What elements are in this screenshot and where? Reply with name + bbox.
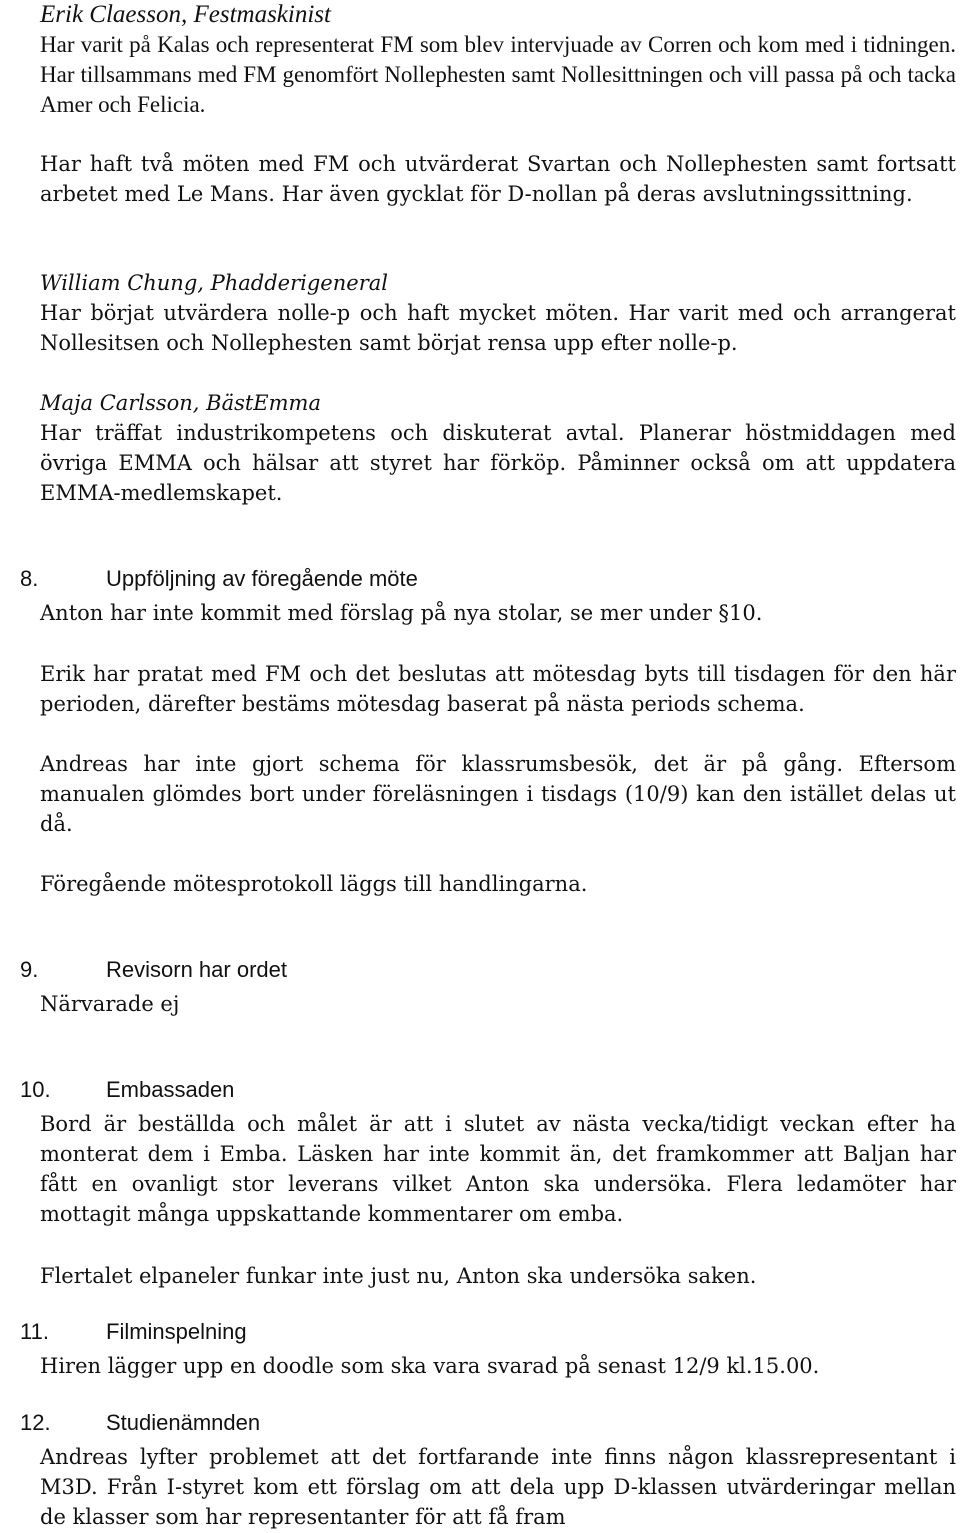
- paragraph-erik-1: Har varit på Kalas och representerat FM som blev intervjuade av Corren och kom med i tidningen. Har tillsammans med FM genomfört Nollephesten samt Nollesittningen och vill passa på och tacka Amer och Felicia.: [40, 32, 956, 117]
- member-name-william: William Chung, Phadderigeneral: [40, 271, 388, 295]
- section-heading-9: [20, 955, 287, 985]
- section-heading-10: [20, 1075, 234, 1105]
- section-heading-12: [20, 1408, 260, 1438]
- paragraph-william: Har börjat utvärdera nolle-p och haft mycket möten. Har varit med och arrangerat Nollesitsen och Nollephesten samt börjat rensa upp efter nolle-p.: [40, 301, 956, 355]
- paragraph-maja: Har träffat industrikompetens och diskuterat avtal. Planerar höstmiddagen med övriga EMMA och hälsar att styret har förköp. Påminner också om att uppdatera EMMA-medlemskapet.: [40, 421, 956, 505]
- paragraph-erik-2: Har haft två möten med FM och utvärderat Svartan och Nollephesten samt fortsatt arbetet med Le Mans. Har även gycklat för D-nollan på deras avslutningssittning.: [40, 152, 956, 206]
- paragraph-11-1: Hiren lägger upp en doodle som ska vara svarad på senast 12/9 kl.15.00.: [40, 1354, 820, 1378]
- member-name-maja: Maja Carlsson, BästEmma: [40, 391, 321, 415]
- member-name-erik: Erik Claesson, Festmaskinist: [40, 1, 331, 28]
- section-title-12: Studienämnden: [106, 1410, 261, 1435]
- section-number-10: 10.: [20, 1077, 51, 1102]
- section-number-12: 12.: [20, 1410, 51, 1435]
- paragraph-10-2: Flertalet elpaneler funkar inte just nu, Anton ska undersöka saken.: [40, 1264, 757, 1288]
- section-number-11: 11.: [20, 1319, 49, 1344]
- section-number-8: 8.: [20, 566, 39, 591]
- paragraph-8-2: Erik har pratat med FM och det beslutas att mötesdag byts till tisdagen för den här perioden, därefter bestäms mötesdag baserat på nästa periods schema.: [40, 662, 956, 716]
- paragraph-8-1: Anton har inte kommit med förslag på nya stolar, se mer under §10.: [40, 601, 763, 625]
- paragraph-8-3: Andreas har inte gjort schema för klassrumsbesök, det är på gång. Eftersom manualen glömdes bort under föreläsningen i tisdags (10/9) kan den istället delas ut då.: [40, 752, 956, 836]
- section-heading-11: [20, 1317, 247, 1347]
- section-number-9: 9.: [20, 957, 39, 982]
- paragraph-10-1: Bord är beställda och målet är att i slutet av nästa vecka/tidigt veckan efter ha monterat dem i Emba. Läsken har inte kommit än, det framkommer att Baljan har fått en ovanligt stor leverans vilket Anton ska undersöka. Flera ledamöter har mottagit många uppskattande kommentarer om emba.: [40, 1112, 956, 1226]
- section-title-8: Uppföljning av föregående möte: [106, 566, 418, 591]
- section-heading-8: [20, 564, 418, 594]
- paragraph-12-1: Andreas lyfter problemet att det fortfarande inte finns någon klassrepresentant i M3D. Från I-styret kom ett förslag om att dela upp D-klassen utvärderingar mellan de klasser som har representanter för att få fram: [40, 1445, 956, 1529]
- paragraph-9-1: Närvarade ej: [40, 992, 180, 1016]
- section-title-9: Revisorn har ordet: [106, 957, 287, 982]
- section-title-10: Embassaden: [106, 1077, 235, 1102]
- section-title-11: Filminspelning: [106, 1319, 247, 1344]
- paragraph-8-4: Föregående mötesprotokoll läggs till handlingarna.: [40, 872, 588, 896]
